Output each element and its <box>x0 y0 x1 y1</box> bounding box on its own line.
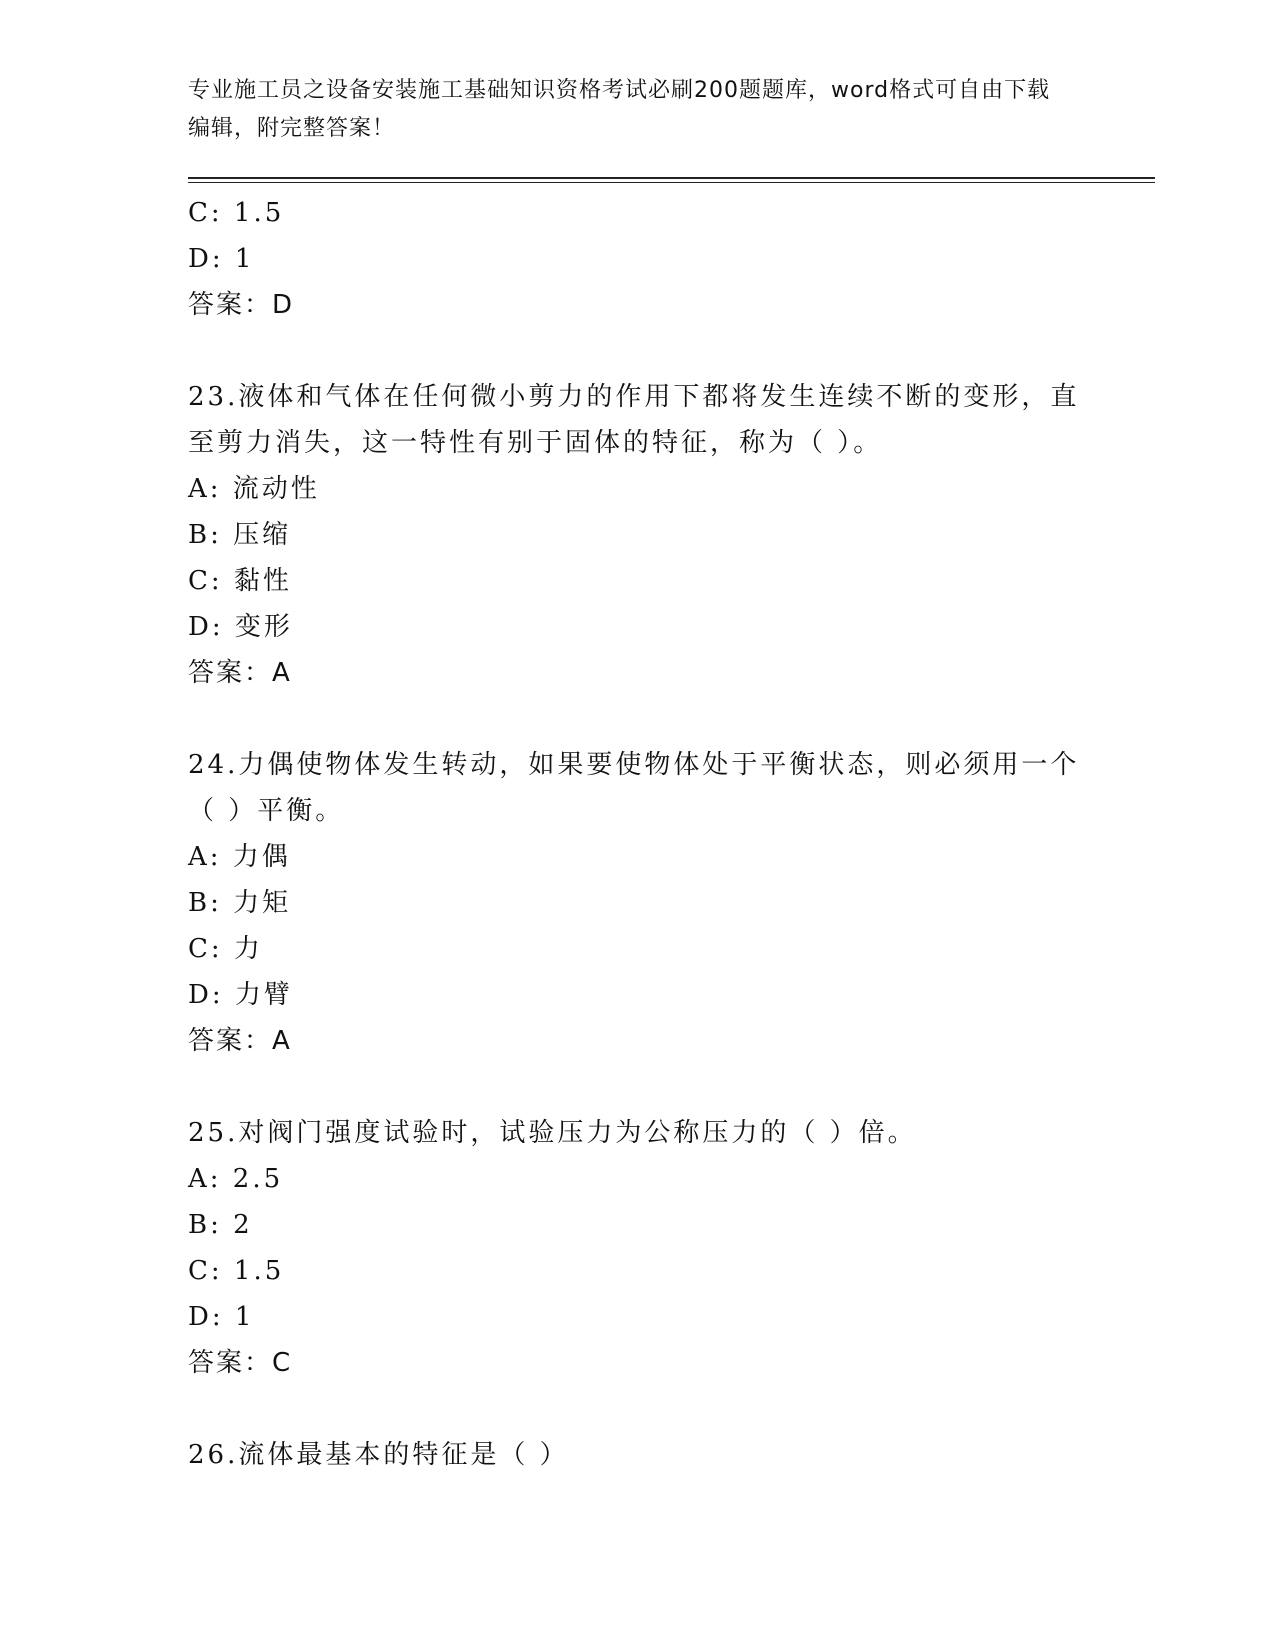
option-b: B: 力矩 <box>188 888 292 918</box>
option-b: B: 2 <box>188 1210 253 1240</box>
question-24 <box>188 742 1088 1064</box>
option-d: D: 1 <box>188 1302 255 1332</box>
question-text: 23.液体和气体在任何微小剪力的作用下都将发生连续不断的变形，直 <box>188 382 1080 412</box>
question-text-cont: 至剪力消失，这一特性有别于固体的特征，称为（ ）。 <box>188 428 883 458</box>
option-a: A: 2.5 <box>188 1164 284 1194</box>
option-a: A: 流动性 <box>188 474 320 504</box>
question-text-cont: （ ）平衡。 <box>188 796 345 826</box>
header-divider <box>188 177 1155 179</box>
question-25 <box>188 1110 1088 1386</box>
option-b: B: 压缩 <box>188 520 292 550</box>
spacer <box>188 328 1088 374</box>
option-d: D: 力臂 <box>188 980 293 1010</box>
question-26 <box>188 1432 1088 1478</box>
question-23 <box>188 374 1088 696</box>
option-c: C: 黏性 <box>188 566 292 596</box>
header-title: 专业施工员之设备安装施工基础知识资格考试必刷200题题库，word格式可自由下载编辑，附完整答案！ <box>188 78 1051 141</box>
question-text: 25.对阀门强度试验时，试验压力为公称压力的（ ）倍。 <box>188 1118 917 1148</box>
option-c: C: 1.5 <box>188 1256 285 1286</box>
option-c: C: 力 <box>188 934 263 964</box>
answer-line: 答案：D <box>188 290 295 320</box>
spacer <box>188 696 1088 742</box>
option-a: A: 力偶 <box>188 842 291 872</box>
answer-line: 答案：C <box>188 1348 293 1378</box>
option-d: D: 1 <box>188 244 255 274</box>
question-text: 26.流体最基本的特征是（ ） <box>188 1440 569 1470</box>
option-d: D: 变形 <box>188 612 293 642</box>
spacer <box>188 1386 1088 1432</box>
answer-line: 答案：A <box>188 658 292 688</box>
document-header <box>188 72 1068 148</box>
header-divider-thin <box>188 182 1155 183</box>
answer-line: 答案：A <box>188 1026 292 1056</box>
option-c: C: 1.5 <box>188 198 285 228</box>
question-text: 24.力偶使物体发生转动，如果要使物体处于平衡状态，则必须用一个 <box>188 750 1080 780</box>
spacer <box>188 1064 1088 1110</box>
question-list <box>188 190 1088 1478</box>
